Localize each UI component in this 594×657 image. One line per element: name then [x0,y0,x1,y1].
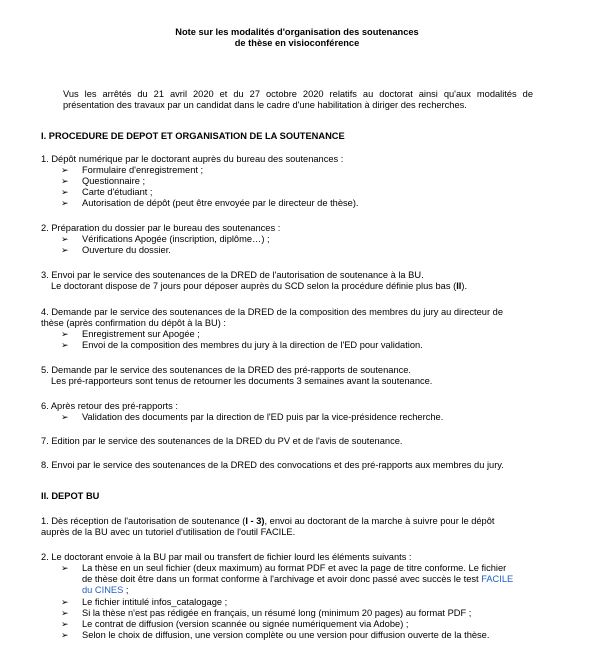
s1-item-3-end: ). [461,281,468,291]
bullet-arrow-icon: ➢ [61,630,69,640]
s2-item-1-text: 1. Dès réception de l'autorisation de soutenance ( [41,516,246,526]
s2-item-2-bullet-1-text: de thèse doit être dans un format conforme à l'archivage et avoir donc passé avec succès le test [82,574,482,584]
s2-item-2-bullet-3: Si la thèse n'est pas rédigée en français, un résumé long (minimum 20 pages) au format PDF ; [82,608,472,618]
title-line-1: Note sur les modalités d'organisation des soutenances [175,27,419,37]
section-2-title: II. DEPOT BU [41,491,100,501]
s2-item-2-bullet-1-line-3 [82,585,129,596]
bullet-arrow-icon: ➢ [61,340,69,350]
s1-item-1-bullet-4: Autorisation de dépôt (peut être envoyée par le directeur de thèse). [82,198,359,208]
s1-item-7: 7. Edition par le service des soutenances de la DRED du PV et de l'avis de soutenance. [41,436,403,446]
s1-item-6-bullet-1: Validation des documents par la direction de l'ED puis par la vice-présidence recherche. [82,412,444,422]
bullet-arrow-icon: ➢ [61,608,69,618]
s1-item-2-bullet-1: Vérifications Apogée (inscription, diplôme…) ; [82,234,270,244]
s2-item-2-bullet-1-line-2 [82,574,513,585]
s1-item-3-ref: II [456,281,462,291]
s1-item-4-line-2: thèse (après confirmation du dépôt à la BU) : [41,318,227,328]
s1-item-4-line-1: 4. Demande par le service des soutenances de la DRED de la composition des membres du jury au directeur de [41,307,503,317]
s2-item-2-bullet-5: Selon le choix de diffusion, une version complète ou une version pour diffusion ouverte de la thèse. [82,630,490,640]
bullet-arrow-icon: ➢ [61,412,69,422]
bullet-arrow-icon: ➢ [61,165,69,175]
s1-item-1-bullet-2: Questionnaire ; [82,176,146,186]
s1-item-3-line-1: 3. Envoi par le service des soutenances de la DRED de l'autorisation de soutenance à la BU. [41,270,424,280]
s1-item-6: 6. Après retour des pré-rapports : [41,401,178,411]
facile-link[interactable]: FACILE [481,574,514,584]
s2-item-2-bullet-1-end: ; [123,585,129,595]
s1-item-3-line-2 [51,281,467,292]
s1-item-3-text: Le doctorant dispose de 7 jours pour déposer auprès du SCD selon la procédure définie plus bas ( [51,281,457,291]
intro-line-2: présentation des travaux par un candidat dans le cadre d'une habilitation à diriger des recherches. [63,100,467,110]
bullet-arrow-icon: ➢ [61,234,69,244]
bullet-arrow-icon: ➢ [61,619,69,629]
section-1-title: I. PROCEDURE DE DEPOT ET ORGANISATION DE LA SOUTENANCE [41,131,345,141]
bullet-arrow-icon: ➢ [61,597,69,607]
s1-item-2: 2. Préparation du dossier par le bureau des soutenances : [41,223,281,233]
s1-item-1: 1. Dépôt numérique par le doctorant auprès du bureau des soutenances : [41,154,344,164]
intro-line-1: Vus les arrêtés du 21 avril 2020 et du 27 octobre 2020 relatifs au doctorat ainsi qu'aux modalités de [63,89,533,99]
title-line-2: de thèse en visioconférence [234,38,360,48]
s2-item-1-line-2: auprès de la BU avec un tutoriel d'utilisation de l'outil FACILE. [41,527,296,537]
bullet-arrow-icon: ➢ [61,563,69,573]
bullet-arrow-icon: ➢ [61,198,69,208]
cines-link[interactable]: du CINES [82,585,124,595]
s2-item-2-bullet-4: Le contrat de diffusion (version scannée ou signée numériquement via Adobe) ; [82,619,409,629]
s1-item-4-bullet-1: Enregistrement sur Apogée ; [82,329,200,339]
bullet-arrow-icon: ➢ [61,329,69,339]
bullet-arrow-icon: ➢ [61,245,69,255]
s2-item-2-bullet-1-line-1: La thèse en un seul fichier (deux maximum) au format PDF et avec la page de titre conforme. Le fichier [82,563,507,573]
s1-item-1-bullet-3: Carte d'étudiant ; [82,187,153,197]
s1-item-4-bullet-2: Envoi de la composition des membres du jury à la direction de l'ED pour validation. [82,340,423,350]
s2-item-2: 2. Le doctorant envoie à la BU par mail ou transfert de fichier lourd les éléments suivants : [41,552,412,562]
s2-item-1-line-1 [41,516,494,527]
s1-item-1-bullet-1: Formulaire d'enregistrement ; [82,165,204,175]
s2-item-1-ref: I - 3) [245,516,265,526]
s2-item-2-bullet-2: Le fichier intitulé infos_catalogage ; [82,597,228,607]
s1-item-5-line-1: 5. Demande par le service des soutenances de la DRED des pré-rapports de soutenance. [41,365,412,375]
bullet-arrow-icon: ➢ [61,176,69,186]
bullet-arrow-icon: ➢ [61,187,69,197]
s2-item-1-text-end: , envoi au doctorant de la marche à suivre pour le dépôt [264,516,495,526]
s1-item-5-line-2: Les pré-rapporteurs sont tenus de retourner les documents 3 semaines avant la soutenance. [51,376,433,386]
s1-item-8: 8. Envoi par le service des soutenances de la DRED des convocations et des pré-rapports aux membres du jury. [41,460,504,470]
s1-item-2-bullet-2: Ouverture du dossier. [82,245,171,255]
